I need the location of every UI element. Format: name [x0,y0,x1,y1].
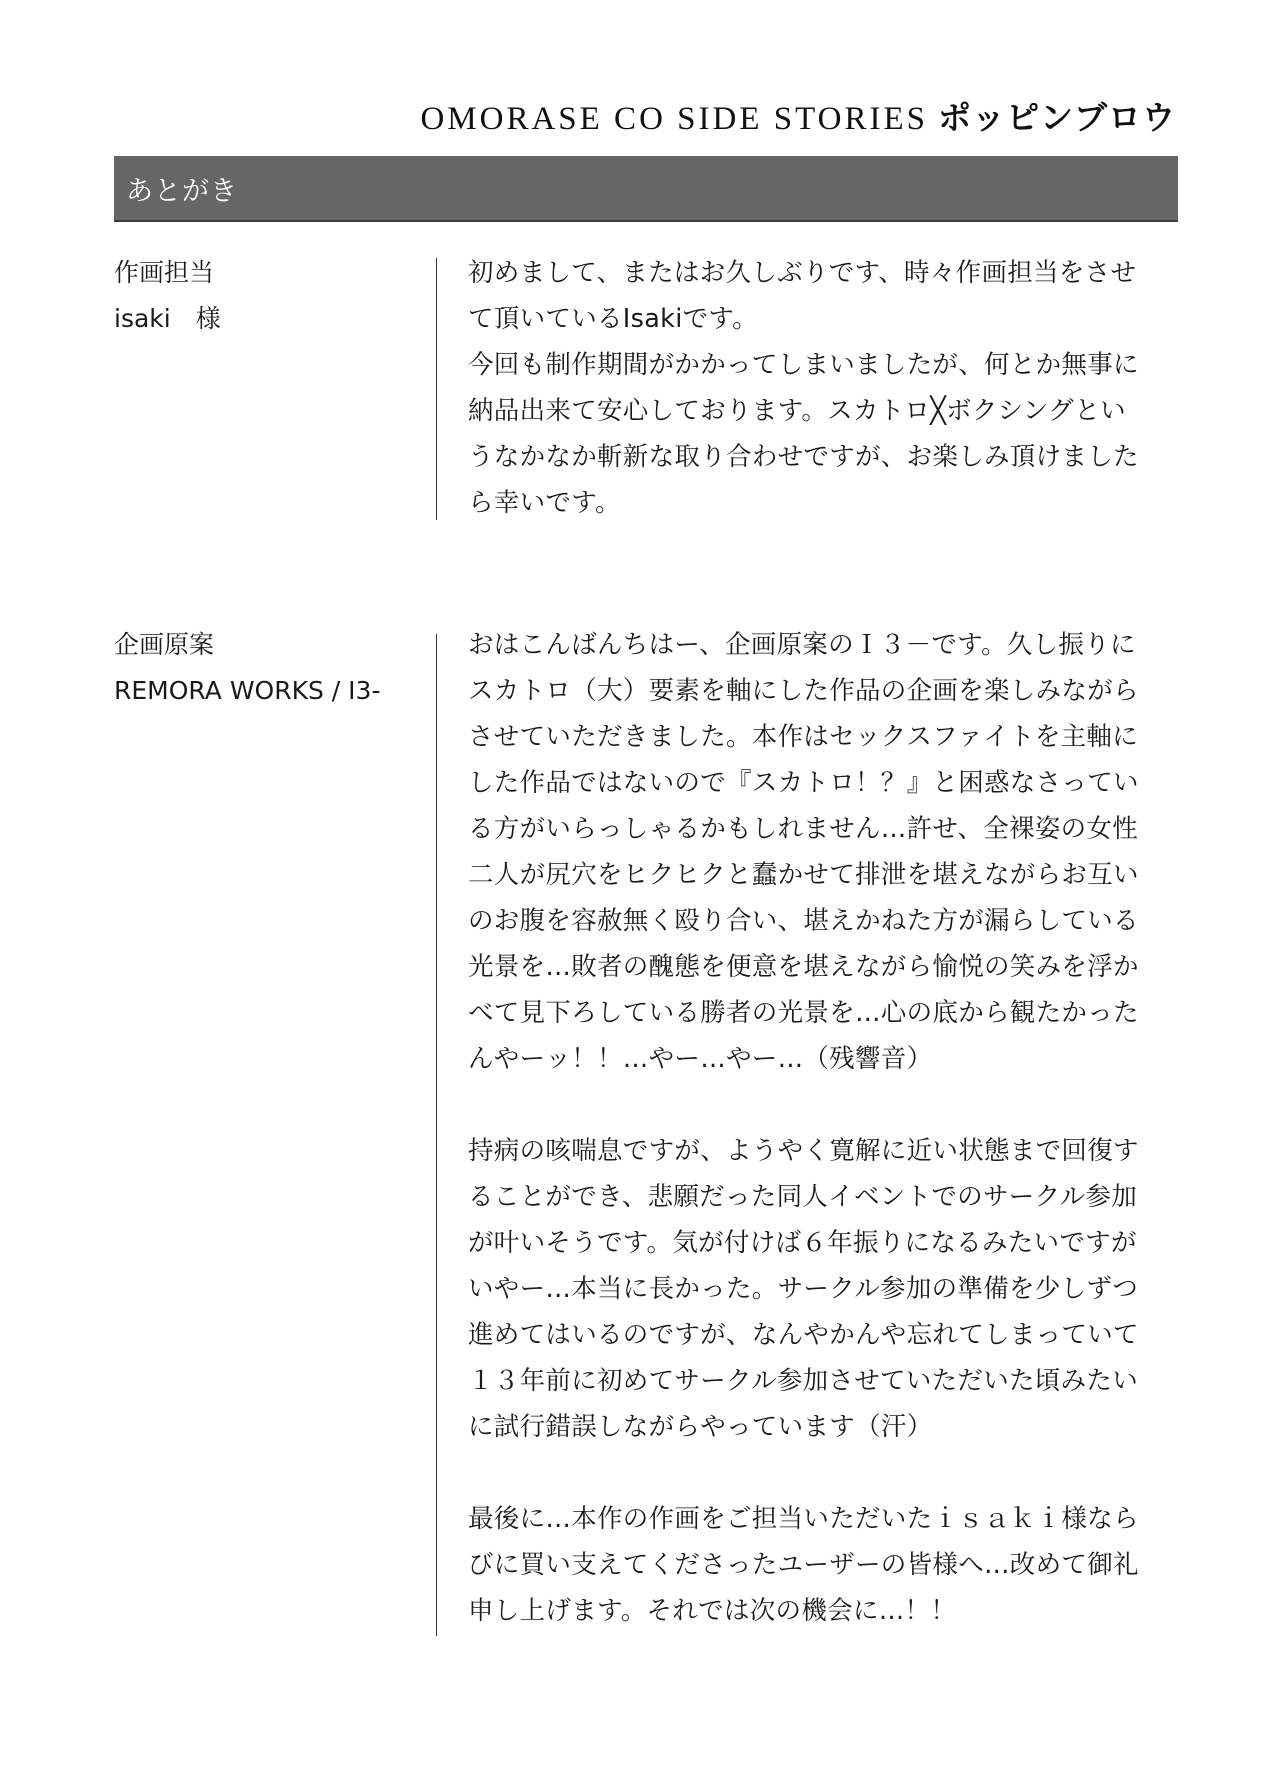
text-line: 納品出来て安心しております。スカトロ╳ボクシングとい [468,396,1126,426]
text-line: が叶いそうです。気が付けば６年振りになるみたいですが [468,1228,1137,1258]
text-line: 最後に…本作の作画をご担当いただいたｉｓａｋｉ様なら [468,1504,1139,1534]
header-title-japanese: ポッピンブロウ [938,98,1176,137]
text-line: いやー…本当に長かった。サークル参加の準備を少しずつ [468,1274,1139,1304]
text-line: うなかなか斬新な取り合わせですが、お楽しみ頂けました [468,442,1139,472]
text-line: 今回も制作期間がかかってしまいましたが、何とか無事に [468,350,1139,380]
credit-block [114,250,414,342]
vertical-divider [436,634,437,1636]
text-line: した作品ではないので『スカトロ！？』と困惑なさってい [468,768,1139,798]
text-line: １３年前に初めてサークル参加させていただいた頃みたい [468,1366,1139,1396]
text-line: させていただきました。本作はセックスファイトを主軸に [468,722,1139,752]
paragraph-gap [468,1082,1178,1128]
section-heading-bar [114,156,1178,222]
text-line: る方がいらっしゃるかもしれません…許せ、全裸姿の女性 [468,814,1139,844]
text-line: 申し上げます。それでは次の機会に…！！ [468,1596,957,1626]
text-line: のお腹を容赦無く殴り合い、堪えかねた方が漏らしている [468,906,1139,936]
credit-role: 作画担当 [114,258,215,287]
text-line: 初めまして、またはお久しぶりです、時々作画担当をさせ [468,258,1137,288]
text-line: スカトロ（大）要素を軸にした作品の企画を楽しみながら [468,676,1139,706]
text-line: べて見下ろしている勝者の光景を…心の底から観たかった [468,998,1139,1028]
credit-block [114,622,414,714]
credit-name: REMORA WORKS / I3- [114,676,381,705]
page-header-title [420,92,1176,139]
text-line: 二人が尻穴をヒクヒクと蠢かせて排泄を堪えながらお互い [468,860,1139,890]
text-line: に試行錯誤しながらやっています（汗） [468,1412,933,1442]
section-heading: あとがき [126,175,238,207]
text-line: 持病の咳喘息ですが、ようやく寛解に近い状態まで回復す [468,1136,1139,1166]
text-line: ら幸いです。 [468,488,621,518]
text-line: びに買い支えてくださったユーザーの皆様へ…改めて御礼 [468,1550,1139,1580]
text-line: て頂いているIsakiです。 [468,304,758,334]
paragraph-gap [468,1450,1178,1496]
text-line: んやーッ！！…やー…やー…（残響音） [468,1044,933,1074]
text-line: 光景を…敗者の醜態を便意を堪えながら愉悦の笑みを浮か [468,952,1139,982]
credit-role: 企画原案 [114,630,215,659]
text-line: ることができ、悲願だった同人イベントでのサークル参加 [468,1182,1138,1212]
header-title-latin: OMORASE CO SIDE STORIES [420,101,928,137]
credit-name: isaki 様 [114,304,221,333]
text-line: おはこんばんちはー、企画原案のＩ３－です。久し振りに [468,630,1136,660]
text-line: 進めてはいるのですが、なんやかんや忘れてしまっていて [468,1320,1139,1350]
afterword-text [468,250,1178,526]
vertical-divider [436,258,437,520]
afterword-text [468,622,1178,1634]
